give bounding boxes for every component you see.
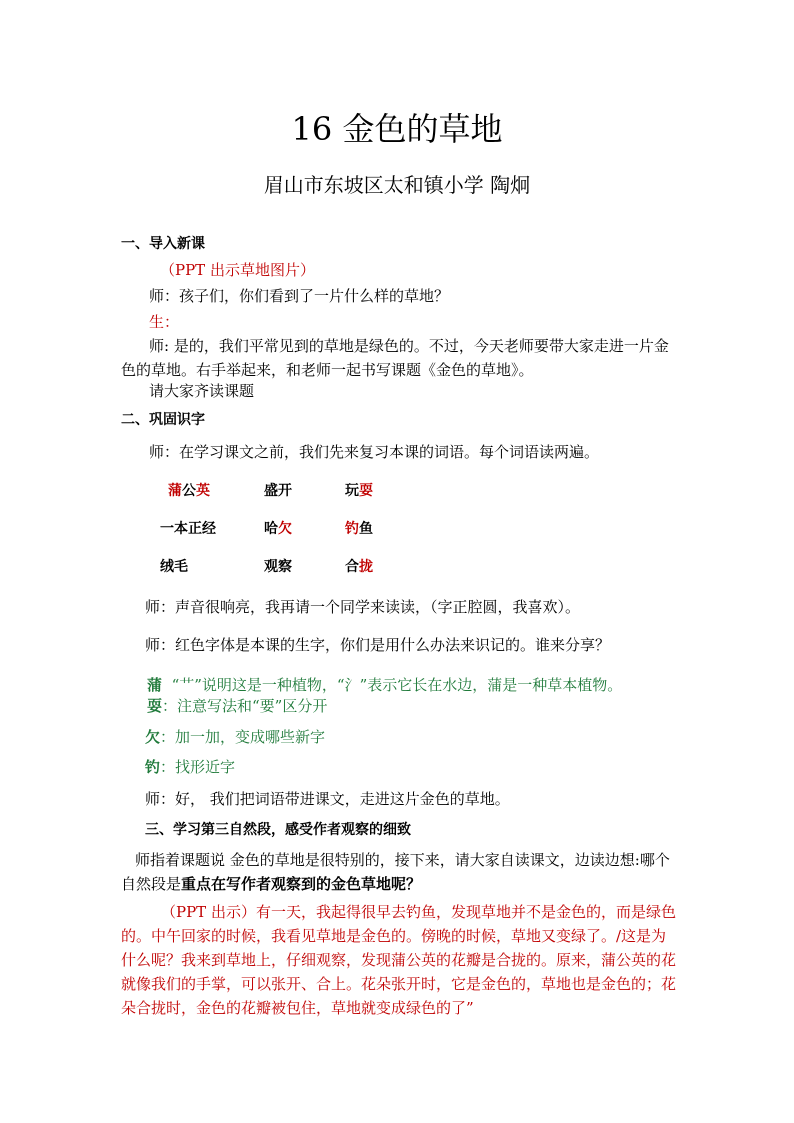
student-label: 生： — [149, 313, 180, 331]
word-diaoyu: 钓鱼 — [345, 521, 373, 537]
author-line: 眉山市东坡区太和镇小学 陶炯 — [263, 173, 531, 197]
word-haqian: 哈欠 — [264, 521, 292, 537]
teacher-question: 师：孩子们，你们看到了一片什么样的草地？ — [149, 287, 450, 305]
word-pugongying: 蒲公英 — [168, 483, 210, 499]
review-intro: 师：在学习课文之前，我们先来复习本课的词语。每个词语读两遍。 — [149, 443, 600, 461]
word-wanshua: 玩耍 — [345, 483, 373, 499]
section-heading-2: 二、巩固识字 — [121, 412, 205, 428]
word-shengkai: 盛开 — [264, 483, 292, 499]
ppt-note: （PPT 出示草地图片） — [160, 261, 315, 279]
page-title: 16 金色的草地 — [291, 110, 503, 148]
word-yibenzhengjing: 一本正经 — [160, 521, 216, 537]
ppt-quote: （PPT 出示）有一天，我起得很早去钓鱼，发现草地并不是金色的，而是绿色的。中午回家的时候，我看见草地是金色的。傍晚的时候，草地又变绿了。/这是为什么呢？我来到草地上，仔细观察，发现蒲公英的花瓣是合拢的。原来，蒲公英的花就像我们的手掌，可以张开、合上。花朵张开时，它是金色的，草地也是金色的；花朵合拢时，金色的花瓣被包住，草地就变成绿色的了” — [121, 903, 677, 1017]
note-pu: 蒲 “艹”说明这是一种植物，“氵”表示它长在水边，蒲是一种草本植物。 — [147, 676, 623, 694]
word-helong: 合拢 — [345, 559, 373, 575]
section-heading-1: 一、导入新课 — [121, 236, 205, 252]
note-diao: 钓：找形近字 — [145, 758, 236, 776]
read-title: 请大家齐读课题 — [149, 382, 255, 400]
word-rongmao: 绒毛 — [160, 559, 188, 575]
note-qian: 欠：加一加，变成哪些新字 — [145, 728, 326, 746]
word-guancha: 观察 — [264, 559, 292, 575]
transition-line: 师：好， 我们把词语带进课文，走进这片金色的草地。 — [145, 790, 510, 808]
sound-line: 师：声音很响亮，我再请一个同学来读读，（字正腔圆，我喜欢）。 — [145, 598, 581, 616]
note-shua: 耍：注意写法和“要”区分开 — [147, 697, 328, 715]
section3-lead: 师指着课题说 金色的草地是很特别的，接下来，请大家自读课文，边读边想:哪个自然段是重点在写作者观察到的金色草地呢？ — [121, 851, 670, 893]
red-font-question: 师：红色字体是本课的生字，你们是用什么办法来识记的。谁来分享？ — [145, 636, 611, 654]
teacher-paragraph: 师: 是的，我们平常见到的草地是绿色的。不过，今天老师要带大家走进一片金色的草地。右手举起来，和老师一起书写课题《金色的草地》。 — [121, 337, 669, 379]
section-heading-3: 三、学习第三自然段，感受作者观察的细致 — [145, 822, 411, 838]
